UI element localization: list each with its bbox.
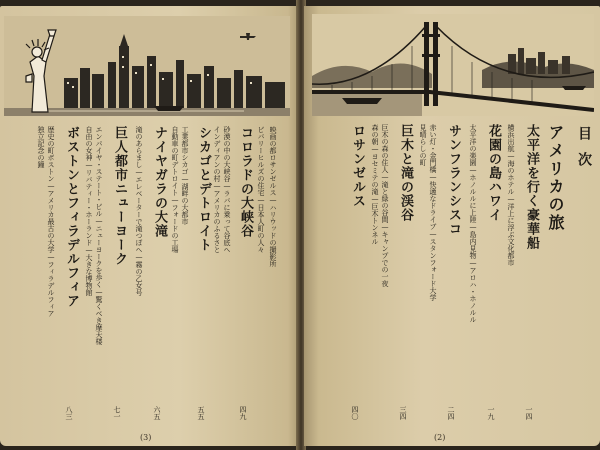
right-page: [304, 6, 600, 446]
toc-entry-title: 太平洋を行く豪華船: [524, 124, 539, 250]
toc-heading: 目次: [576, 126, 592, 178]
main-heading: アメリカの旅: [546, 124, 565, 232]
toc-entry-page: 七一: [113, 406, 121, 420]
toc-entry-title: シカゴとデトロイト: [196, 126, 211, 252]
toc-entry-title: ボストンとフィラデルフィア: [64, 126, 79, 308]
toc-sub-line: 巨木の森の住人—滝と緑の谷間—キャンプでの一夜: [381, 124, 389, 287]
toc-entry-page: 三四: [399, 406, 407, 420]
toc-sub-line: 映画の都ロサンゼルス—ハリウッドの撮影所: [269, 126, 277, 267]
toc-entry-page: 四〇: [351, 406, 359, 420]
bridge-illustration: [312, 14, 594, 116]
toc-entry-page: 二四: [447, 406, 455, 420]
left-page: [0, 6, 300, 446]
toc-sub-line: エンパイヤ・ステート・ビル—ニューヨークを歩く—驚くべき摩天楼: [95, 126, 103, 345]
toc-sub-line: 自由の女神—リバティー・ホーランド—大きな博物館: [85, 126, 93, 296]
toc-entry-title: ナイヤガラの大滝: [152, 126, 167, 238]
toc-entry-page: 四九: [239, 406, 247, 420]
toc-sub-line: 独立記念の鐘: [37, 126, 45, 168]
toc-entry-title: 花園の島ハワイ: [486, 124, 501, 222]
toc-sub-line: 太平洋の楽園—ホノルルに上陸—島内見物—アロハ・ホノルル: [469, 124, 477, 323]
toc-sub-line: 滝のあらまし—エレベーターで滝つぼへ—霧の乙女号: [135, 126, 143, 296]
toc-entry-page: 八三: [65, 406, 73, 420]
toc-sub-line: ビバリーヒルズの住宅—日本人町の人々: [257, 126, 265, 253]
page-number-left: (3): [140, 433, 152, 442]
toc-sub-line: 工業都市シカゴ—湖畔の大都市: [181, 126, 189, 225]
toc-entry-title: ロサンゼルス: [350, 124, 365, 208]
toc-sub-line: インディアンの村—アメリカのふるさと: [213, 126, 221, 253]
page-number-right: (2): [434, 433, 446, 442]
toc-sub-line: 森の朝—ヨセミテの滝—巨木トンネル: [371, 124, 379, 245]
toc-entry-page: 六五: [153, 406, 161, 420]
toc-sub-line: 横浜出航—海のホテル—洋上に浮ぶ文化都市: [507, 124, 515, 266]
toc-sub-line: 見晴らしの町: [419, 124, 427, 166]
toc-entry-page: 一四: [525, 406, 533, 420]
toc-entry-title: 巨木と滝の渓谷: [398, 124, 413, 222]
toc-entry-page: 五五: [197, 406, 205, 420]
toc-sub-line: 自動車の町デトロイト—フォードの工場: [171, 126, 179, 253]
new-york-skyline-illustration: [4, 16, 290, 116]
toc-entry-title: サンフランシスコ: [446, 124, 461, 236]
toc-entry-title: 巨人都市ニューヨーク: [112, 126, 127, 266]
toc-entry-title: コロラドの大峡谷: [238, 126, 253, 238]
toc-entry-page: 一九: [487, 406, 495, 420]
toc-sub-line: 赤い灯・金門橋—快適なドライブ—スタンフォード大学: [429, 124, 437, 301]
toc-sub-line: 歴史の町ボストン—アメリカ最古の大学—フィラデルフィア: [47, 126, 55, 317]
toc-sub-line: 砂漠の中の大峡谷—ラバに乗って谷底へ: [223, 126, 231, 253]
